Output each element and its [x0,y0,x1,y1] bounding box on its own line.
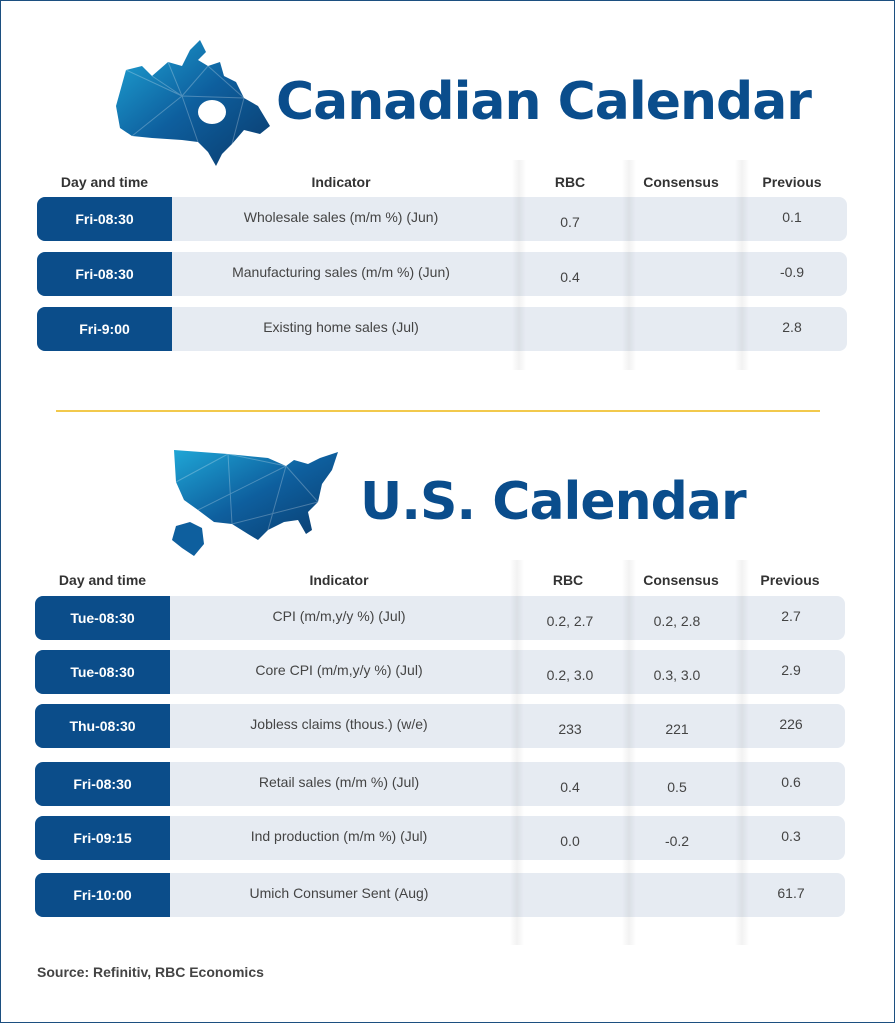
us-table-header [35,572,845,594]
header-previous: Previous [760,572,820,588]
row-indicator: Retail sales (m/m %) (Jul) [258,774,420,790]
row-rbc: 0.2, 2.7 [546,613,594,629]
row-indicator: Wholesale sales (m/m %) (Jun) [243,209,439,225]
row-day: Tue-08:30 [35,596,170,640]
us-title: U.S. Calendar [360,472,746,532]
row-previous: 0.1 [782,209,802,225]
row-previous: 2.9 [781,662,801,678]
row-rbc: 0.7 [560,214,580,230]
row-indicator: Jobless claims (thous.) (w/e) [250,716,428,732]
header-rbc: RBC [552,572,584,588]
row-indicator: Manufacturing sales (m/m %) (Jun) [232,264,450,280]
row-consensus: 0.3, 3.0 [653,667,701,683]
row-day: Fri-9:00 [37,307,172,351]
row-previous: 0.6 [781,774,801,790]
table-row [35,650,845,694]
header-previous: Previous [762,174,822,190]
table-row [35,873,845,917]
table-row [35,816,845,860]
row-rbc [510,873,630,917]
row-rbc [510,307,630,351]
canada-title: Canadian Calendar [276,72,811,132]
row-indicator: Ind production (m/m %) (Jul) [250,828,428,844]
row-rbc: 0.4 [560,779,580,795]
header-day: Day and time [60,174,149,190]
us-title-block [168,444,746,560]
row-previous: 61.7 [777,885,805,901]
row-day: Fri-08:30 [35,762,170,806]
section-divider [56,410,820,412]
table-row [35,596,845,640]
canada-map-icon [112,36,272,168]
row-indicator: Umich Consumer Sent (Aug) [249,885,429,901]
header-indicator: Indicator [311,174,371,190]
row-previous: 2.7 [781,608,801,624]
table-row [37,197,847,241]
row-consensus: 0.2, 2.8 [653,613,701,629]
table-row [37,307,847,351]
row-consensus: 221 [665,721,689,737]
table-row [37,252,847,296]
row-consensus: 0.5 [667,779,687,795]
row-indicator: Core CPI (m/m,y/y %) (Jul) [255,662,423,678]
row-rbc: 0.0 [560,833,580,849]
row-day: Thu-08:30 [35,704,170,748]
row-previous: 226 [779,716,803,732]
row-consensus [618,873,736,917]
row-day: Fri-08:30 [37,197,172,241]
header-indicator: Indicator [309,572,369,588]
canada-title-block [112,36,811,168]
header-consensus: Consensus [643,572,719,588]
row-consensus: -0.2 [664,833,690,849]
row-rbc: 0.2, 3.0 [546,667,594,683]
row-indicator: Existing home sales (Jul) [263,319,419,335]
row-rbc: 0.4 [560,269,580,285]
row-day: Fri-09:15 [35,816,170,860]
canada-table-header [37,174,847,196]
us-map-icon [168,444,346,560]
row-previous: 2.8 [782,319,802,335]
row-day: Tue-08:30 [35,650,170,694]
row-day: Fri-08:30 [37,252,172,296]
header-consensus: Consensus [643,174,719,190]
header-day: Day and time [58,572,147,588]
row-day: Fri-10:00 [35,873,170,917]
row-previous: 0.3 [781,828,801,844]
table-row [35,762,845,806]
header-rbc: RBC [554,174,586,190]
row-consensus [622,252,740,296]
table-row [35,704,845,748]
row-consensus [622,307,740,351]
source-note: Source: Refinitiv, RBC Economics [37,964,264,980]
row-consensus [622,197,740,241]
row-rbc: 233 [558,721,582,737]
row-indicator: CPI (m/m,y/y %) (Jul) [272,608,406,624]
row-previous: -0.9 [779,264,805,280]
